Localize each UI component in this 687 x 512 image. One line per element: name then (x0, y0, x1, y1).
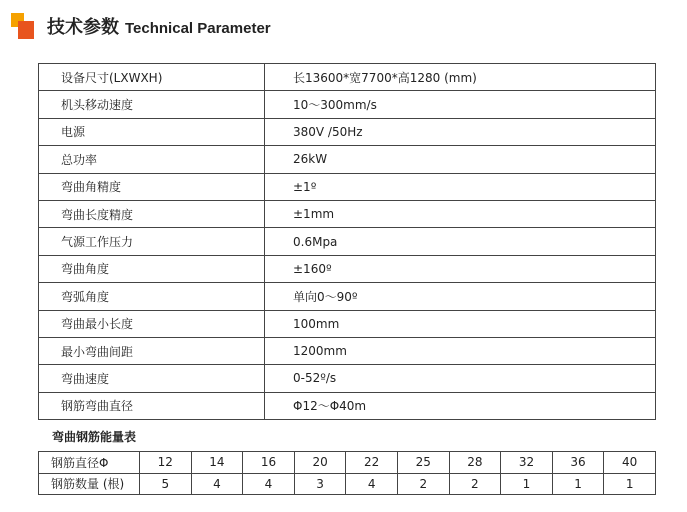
diameter-cell: 12 (140, 452, 192, 474)
param-value: 10～300mm/s (265, 91, 656, 118)
param-name: 机头移动速度 (39, 91, 265, 118)
param-value: ±1º (265, 173, 656, 200)
diameter-cell: 16 (243, 452, 295, 474)
diameter-cell: 36 (552, 452, 604, 474)
param-name: 弯曲角精度 (39, 173, 265, 200)
quantity-cell: 4 (191, 473, 243, 495)
quantity-cell: 1 (552, 473, 604, 495)
table-row (39, 228, 656, 255)
brand-logo-icon (11, 13, 37, 41)
rebar-capacity-table (38, 451, 656, 495)
param-name: 设备尺寸(LXWXH) (39, 64, 265, 91)
technical-parameter-table (38, 63, 656, 420)
table-row (39, 200, 656, 227)
diameter-cell: 25 (397, 452, 449, 474)
table-row (39, 365, 656, 392)
section-heading (47, 16, 271, 40)
table-row (39, 310, 656, 337)
diameter-row-header: 钢筋直径Φ (39, 452, 140, 474)
quantity-cell: 2 (397, 473, 449, 495)
param-name: 弯曲长度精度 (39, 200, 265, 227)
table-row (39, 255, 656, 282)
param-name: 弯曲角度 (39, 255, 265, 282)
param-value: 380V /50Hz (265, 118, 656, 145)
diameter-cell: 20 (294, 452, 346, 474)
table-row (39, 283, 656, 310)
diameter-cell: 14 (191, 452, 243, 474)
logo-square-red (18, 21, 34, 39)
param-value: 长13600*宽7700*高1280 (mm) (265, 64, 656, 91)
table-row (39, 118, 656, 145)
param-name: 电源 (39, 118, 265, 145)
quantity-cell: 2 (449, 473, 501, 495)
param-value: ±1mm (265, 200, 656, 227)
diameter-cell: 28 (449, 452, 501, 474)
diameter-cell: 22 (346, 452, 398, 474)
capacity-table-title: 弯曲钢筋能量表 (52, 430, 137, 444)
param-value: 单向0～90º (265, 283, 656, 310)
diameter-cell: 32 (501, 452, 553, 474)
param-value: ±160º (265, 255, 656, 282)
param-name: 弯曲最小长度 (39, 310, 265, 337)
param-name: 钢筋弯曲直径 (39, 392, 265, 419)
table-row (39, 173, 656, 200)
param-name: 弯曲速度 (39, 365, 265, 392)
quantity-cell: 4 (243, 473, 295, 495)
quantity-cell: 5 (140, 473, 192, 495)
param-name: 总功率 (39, 146, 265, 173)
param-value: 0-52º/s (265, 365, 656, 392)
table-row (39, 64, 656, 91)
quantity-cell: 1 (501, 473, 553, 495)
quantity-row (39, 473, 656, 495)
param-value: 1200mm (265, 337, 656, 364)
diameter-row (39, 452, 656, 474)
quantity-cell: 1 (604, 473, 656, 495)
heading-title-zh: 技术参数 (47, 17, 119, 38)
param-value: 100mm (265, 310, 656, 337)
param-value: 26kW (265, 146, 656, 173)
param-name: 弯弧角度 (39, 283, 265, 310)
param-value: Φ12～Φ40m (265, 392, 656, 419)
quantity-cell: 3 (294, 473, 346, 495)
table-row (39, 146, 656, 173)
table-row (39, 337, 656, 364)
param-name: 最小弯曲间距 (39, 337, 265, 364)
quantity-cell: 4 (346, 473, 398, 495)
table-row (39, 91, 656, 118)
table-row (39, 392, 656, 419)
param-value: 0.6Mpa (265, 228, 656, 255)
heading-title-en: Technical Parameter (125, 20, 271, 37)
quantity-row-header: 钢筋数量 (根) (39, 473, 140, 495)
diameter-cell: 40 (604, 452, 656, 474)
param-name: 气源工作压力 (39, 228, 265, 255)
